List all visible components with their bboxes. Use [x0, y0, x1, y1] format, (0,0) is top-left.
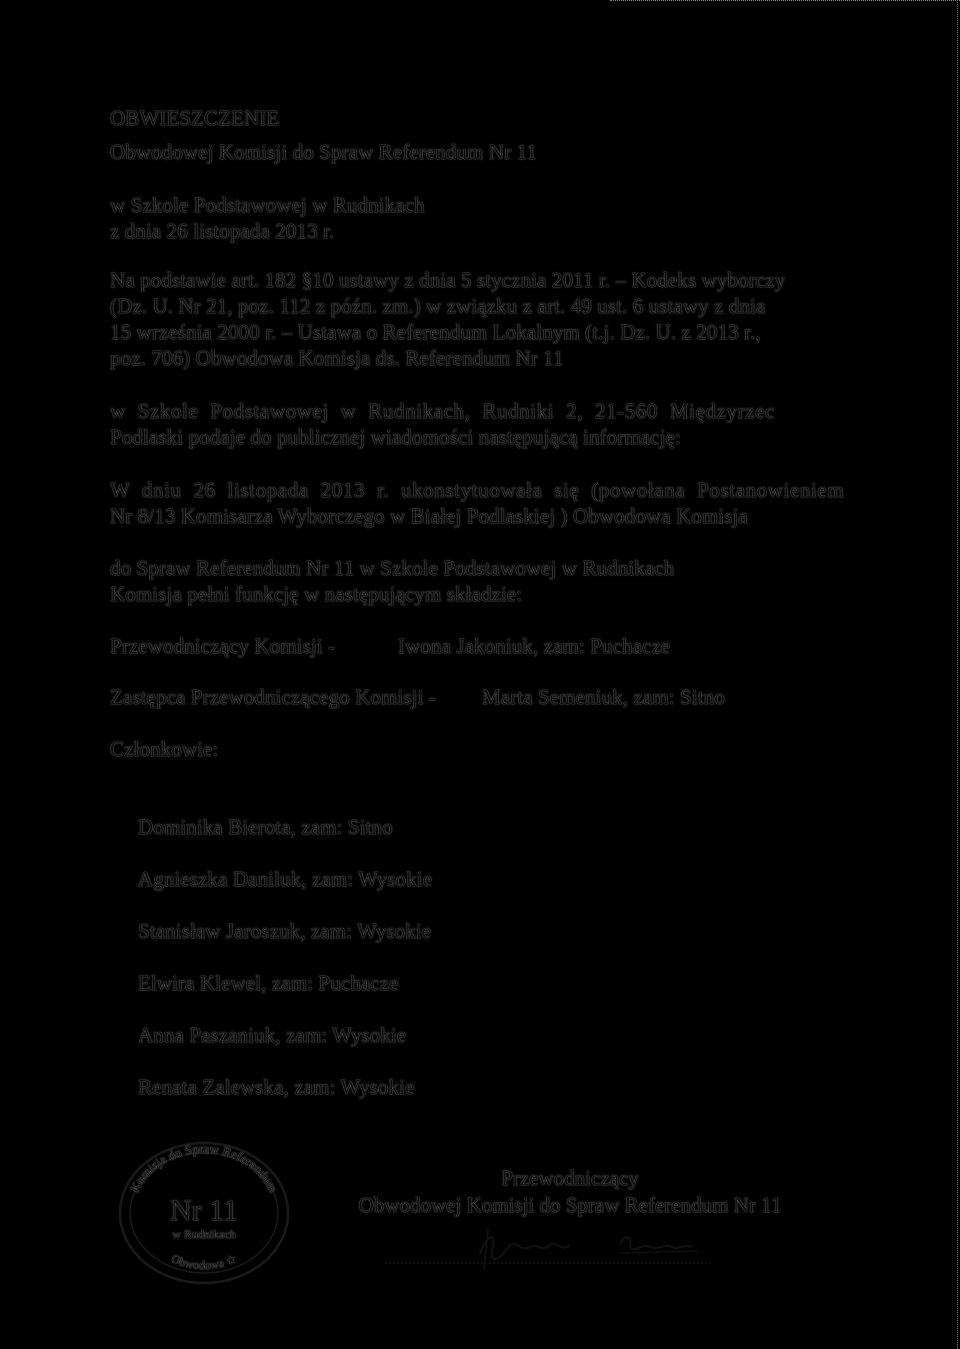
- chair-name: Iwona Jakoniuk, zam: Puchacze: [398, 634, 671, 658]
- signature-committee: Obwodowej Komisji do Spraw Referendum Nr 11: [358, 1193, 782, 1217]
- deputy-role: Zastępca Przewodniczącego Komisji -: [110, 685, 436, 709]
- scan-edge-top: [610, 0, 960, 4]
- member-item: Renata Zalewska, zam: Wysokie: [138, 1075, 415, 1099]
- signature-title: Przewodniczący: [501, 1166, 639, 1190]
- legal-basis-line: Na podstawie art. 182 §10 ustawy z dnia 5 stycznia 2011 r. – Kodeks wyborczy: [110, 268, 786, 292]
- legal-basis-line: 15 września 2000 r. – Ustawa o Referendum Lokalnym (t.j. Dz. U. z 2013 r.,: [110, 320, 761, 344]
- member-item: Agnieszka Daniluk, zam: Wysokie: [138, 867, 433, 891]
- scan-edge-right: [955, 0, 958, 1349]
- constitution-line: Nr 8/13 Komisarza Wyborczego w Białej Podlaskiej ) Obwodowa Komisja: [110, 504, 748, 528]
- address-line: w Szkole Podstawowej w Rudnikach, Rudniki 2, 21-560 Międzyrzec: [110, 399, 775, 423]
- stamp-arc-text: Komisja do Spraw Referendum: [126, 1140, 282, 1195]
- notice-committee: Obwodowej Komisji do Spraw Referendum Nr 11: [110, 140, 537, 164]
- notice-heading: OBWIESZCZENIE: [110, 106, 280, 130]
- constitution-line: W dniu 26 listopada 2013 r. ukonstytuowała się (powołana Postanowieniem: [110, 478, 845, 502]
- member-item: Elwira Klewel, zam: Puchacze: [138, 971, 399, 995]
- notice-location: w Szkole Podstawowej w Rudnikach: [110, 193, 425, 217]
- stamp-place: w Rudnikach: [172, 1227, 236, 1241]
- stamp-number: Nr 11: [169, 1194, 239, 1227]
- composition-line: Komisja pełni funkcję w następującym składzie:: [110, 582, 523, 606]
- member-item: Stanisław Jaroszuk, zam: Wysokie: [138, 919, 432, 943]
- notice-date: z dnia 26 listopada 2013 r.: [110, 219, 335, 243]
- official-stamp: [114, 1135, 294, 1285]
- composition-line: do Spraw Referendum Nr 11 w Szkole Podstawowej w Rudnikach: [110, 556, 675, 580]
- signature-stroke: [480, 1237, 570, 1259]
- deputy-name: Marta Semeniuk, zam: Sitno: [482, 685, 725, 709]
- legal-basis-line: (Dz. U. Nr 21, poz. 112 z późn. zm.) w związku z art. 49 ust. 6 ustawy z dnia: [110, 294, 766, 318]
- signature-stroke: [620, 1237, 692, 1249]
- chair-role: Przewodniczący Komisji -: [110, 634, 336, 658]
- legal-basis-line: poz. 706) Obwodowa Komisja ds. Referendum Nr 11: [110, 346, 564, 370]
- address-line: Podlaski podaje do publicznej wiadomości następującą informację:: [110, 425, 681, 449]
- members-label: Członkowie:: [110, 737, 219, 761]
- member-item: Dominika Bierota, zam: Sitno: [138, 815, 393, 839]
- handwritten-signature: [380, 1225, 730, 1275]
- member-item: Anna Paszaniuk, zam: Wysokie: [138, 1023, 407, 1047]
- stamp-bottom-text: Obwodowa ★: [169, 1251, 239, 1273]
- signature-block: [330, 1165, 810, 1219]
